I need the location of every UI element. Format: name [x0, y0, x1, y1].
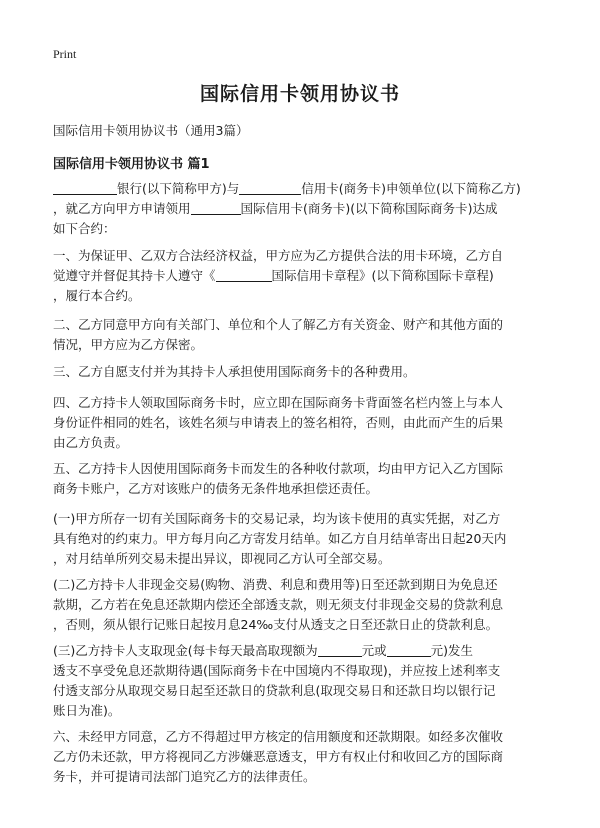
fill-blank	[239, 180, 301, 195]
paragraph-line: 四、乙方持卡人领取国际商务卡时，应立即在国际商务卡背面签名栏内签上与本人	[53, 395, 504, 410]
paragraph-line: 如下合约：	[53, 221, 116, 236]
paragraph-9	[53, 727, 553, 787]
paragraph-6	[53, 509, 553, 569]
paragraph-line: ，就乙方向甲方申请领用 国际信用卡(商务卡)(以下简称国际商务卡)达成	[53, 201, 498, 216]
paragraph-line: 款期，乙方若在免息还款期内偿还全部透支款，则无须支付非现金交易的贷款利息	[53, 597, 504, 612]
fill-blank	[318, 642, 362, 657]
paragraph-line: 务卡，并可提请司法部门追究乙方的法律责任。	[53, 769, 316, 784]
paragraph-line: 二、乙方同意甲方向有关部门、单位和个人了解乙方有关资金、财产和其他方面的	[53, 317, 504, 332]
paragraph-line: 情况，甲方应为乙方保密。	[53, 337, 204, 352]
paragraph-line: ，履行本合约。	[53, 288, 141, 303]
paragraph-line: 商务卡账户，乙方对该账户的债务无条件地承担偿还责任。	[53, 481, 379, 496]
paragraph-line: 透支不享受免息还款期待遇(国际商务卡在中国境内不得取现)，并应按上述利率支	[53, 663, 501, 678]
paragraph-line: (二)乙方持卡人非现金交易(购物、消费、利息和费用等)日至还款到期日为免息还	[53, 577, 498, 592]
paragraph-8	[53, 641, 553, 721]
paragraph-line: ，对月结单所列交易未提出异议，即视同乙方认可全部交易。	[53, 551, 391, 566]
paragraph-line: (一)甲方所存一切有关国际商务卡的交易记录，均为该卡使用的真实凭据，对乙方	[53, 511, 501, 526]
paragraph-line: 三、乙方自愿支付并为其持卡人承担使用国际商务卡的各种费用。	[53, 364, 416, 379]
paragraph-line: 银行(以下简称甲方)与 信用卡(商务卡)申领单位(以下简称乙方)	[53, 179, 553, 199]
section-title: 国际信用卡领用协议书 篇1	[53, 157, 210, 172]
paragraph-line: 具有绝对的约束力。甲方每月向乙方寄发月结单。如乙方自月结单寄出日起20天内	[53, 531, 507, 546]
paragraph-line: 六、未经甲方同意，乙方不得超过甲方核定的信用额度和还款期限。如经多次催收	[53, 729, 504, 744]
document-subtitle: 国际信用卡领用协议书（通用3篇）	[53, 123, 249, 138]
paragraph-3	[53, 362, 553, 382]
paragraph-line: 身份证件相同的姓名，该姓名须与申请表上的签名相符，否则，由此而产生的后果	[53, 415, 504, 430]
fill-blank	[53, 180, 117, 195]
paragraph-5	[53, 459, 553, 499]
fill-blank	[216, 267, 272, 282]
paragraph-1	[53, 246, 553, 306]
print-link[interactable]: Print	[53, 47, 77, 61]
paragraph-line: 付透支部分从取现交易日起至还款日的贷款利息(取现交易日和还款日均以银行记	[53, 683, 496, 698]
paragraph-2	[53, 315, 553, 355]
paragraph-line: ，否则，须从银行记账日起按月息24‰支付从透支之日至还款日止的贷款利息。	[53, 617, 499, 632]
paragraph-line: 账日为准)。	[53, 703, 121, 718]
paragraph-line: 由乙方负责。	[53, 435, 129, 450]
paragraph-line: 一、为保证甲、乙双方合法经济权益，甲方应为乙方提供合法的用卡环境，乙方自	[53, 248, 504, 263]
paragraph-4	[53, 393, 553, 453]
paragraph-line: 乙方仍未还款，甲方将视同乙方涉嫌恶意透支，甲方有权止付和收回乙方的国际商	[53, 749, 504, 764]
paragraph-line: (三)乙方持卡人支取现金(每卡每天最高取现额为 元或 元)发生	[53, 643, 474, 658]
paragraph-line: 觉遵守并督促其持卡人遵守《 国际信用卡章程》(以下简称国际卡章程)	[53, 268, 494, 283]
fill-blank	[387, 642, 431, 657]
document-title: 国际信用卡领用协议书	[199, 83, 400, 105]
fill-blank	[191, 200, 241, 215]
paragraph-intro	[53, 179, 553, 239]
paragraph-line: 五、乙方持卡人因使用国际商务卡而发生的各种收付款项，均由甲方记入乙方国际	[53, 461, 504, 476]
paragraph-7	[53, 575, 553, 635]
